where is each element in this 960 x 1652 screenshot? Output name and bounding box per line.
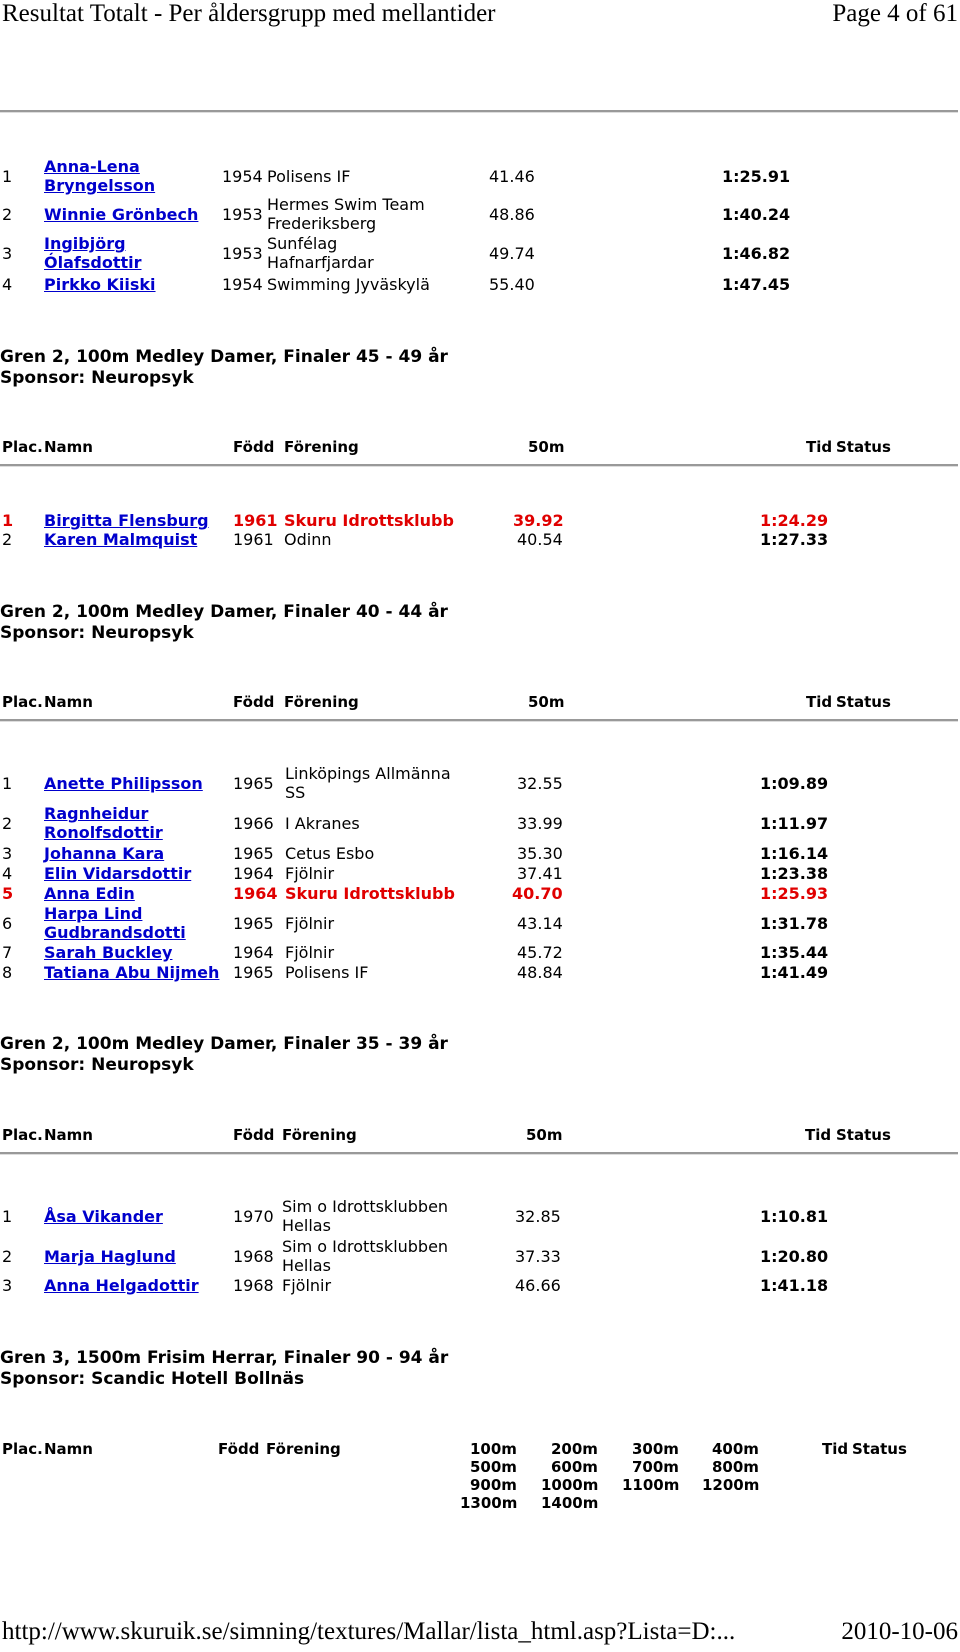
athlete-link[interactable]: Ragnheidur Ronolfsdottir: [44, 804, 163, 842]
header-plac: Plac.: [2, 1440, 43, 1458]
page-header: [0, 0, 960, 28]
final-time: 1:23.38: [760, 864, 829, 883]
placement: 1: [2, 167, 13, 186]
footer-url: http://www.skuruik.se/simning/textures/Mallar/lista_html.asp?Lista=D:...: [2, 1618, 736, 1645]
header-split: 100m: [470, 1440, 517, 1458]
split-50m: 32.85: [515, 1207, 561, 1226]
split-50m: 45.72: [517, 943, 563, 962]
final-time: 1:25.91: [722, 167, 791, 186]
athlete-link[interactable]: Johanna Kara: [44, 844, 165, 863]
header-forening: Förening: [282, 1126, 357, 1144]
split-50m: 40.54: [517, 530, 563, 549]
section-title: Gren 2, 100m Medley Damer, Finaler 45 - 49 år: [0, 347, 448, 367]
athlete-link[interactable]: Åsa Vikander: [44, 1207, 163, 1226]
split-50m: 35.30: [517, 844, 563, 863]
birth-year: 1965: [233, 963, 274, 982]
table-row: [0, 764, 960, 804]
athlete-link[interactable]: Karen Malmquist: [44, 530, 198, 549]
birth-year: 1965: [233, 774, 274, 793]
header-split: 1300m: [460, 1494, 518, 1512]
split-50m: 43.14: [517, 914, 563, 933]
club: Sim o Idrottsklubben Hellas: [282, 1237, 449, 1275]
club: Skuru Idrottsklubb: [285, 884, 455, 903]
split-50m: 32.55: [517, 774, 563, 793]
header-split: 1100m: [622, 1476, 680, 1494]
header-forening: Förening: [284, 693, 359, 711]
placement: 3: [2, 844, 13, 863]
page-number: Page 4 of 61: [832, 0, 958, 27]
athlete-link[interactable]: Marja Haglund: [44, 1247, 176, 1266]
club: Fjölnir: [282, 1276, 332, 1295]
header-forening: Förening: [284, 438, 359, 456]
split-50m: 48.86: [489, 205, 535, 224]
split-50m: 46.66: [515, 1276, 561, 1295]
divider: [0, 719, 958, 722]
footer-date: 2010-10-06: [841, 1618, 958, 1645]
header-plac: Plac.: [2, 1126, 43, 1144]
final-time: 1:41.18: [760, 1276, 829, 1295]
sponsor: Sponsor: Neuropsyk: [0, 623, 194, 643]
birth-year: 1961: [233, 530, 274, 549]
club: I Akranes: [285, 814, 360, 833]
header-status: Status: [852, 1440, 907, 1458]
header-50m: 50m: [528, 693, 565, 711]
page-footer: [0, 1618, 960, 1646]
final-time: 1:25.93: [760, 884, 829, 903]
header-fodd: Född: [218, 1440, 260, 1458]
header-50m: 50m: [528, 438, 565, 456]
header-namn: Namn: [44, 693, 93, 711]
club: Sim o Idrottsklubben Hellas: [282, 1197, 449, 1235]
placement: 6: [2, 914, 13, 933]
page-title: Resultat Totalt - Per åldersgrupp med mellantider: [2, 0, 496, 27]
header-split: 400m: [712, 1440, 759, 1458]
table-row: [0, 275, 960, 295]
split-50m: 37.41: [517, 864, 563, 883]
header-fodd: Född: [233, 1126, 275, 1144]
header-split: 600m: [551, 1458, 598, 1476]
birth-year: 1965: [233, 914, 274, 933]
header-split: 900m: [470, 1476, 517, 1494]
header-fodd: Född: [233, 693, 275, 711]
header-fodd: Född: [233, 438, 275, 456]
final-time: 1:31.78: [760, 914, 829, 933]
club: Polisens IF: [285, 963, 369, 982]
club: Fjölnir: [285, 943, 335, 962]
section-title: Gren 3, 1500m Frisim Herrar, Finaler 90 - 94 år: [0, 1348, 449, 1368]
club: Linköpings Allmänna SS: [285, 764, 451, 802]
birth-year: 1965: [233, 844, 274, 863]
header-plac: Plac.: [2, 693, 43, 711]
birth-year: 1970: [233, 1207, 274, 1226]
table-row: [0, 804, 960, 844]
sponsor: Sponsor: Neuropsyk: [0, 1055, 194, 1075]
table-row: [0, 234, 960, 274]
header-split: 1000m: [541, 1476, 599, 1494]
athlete-link[interactable]: Anna Edin: [44, 884, 135, 903]
placement: 1: [2, 774, 13, 793]
final-time: 1:11.97: [760, 814, 829, 833]
club: Skuru Idrottsklubb: [284, 511, 454, 530]
final-time: 1:16.14: [760, 844, 829, 863]
header-50m: 50m: [526, 1126, 563, 1144]
placement: 4: [2, 864, 13, 883]
sponsor: Sponsor: Scandic Hotell Bollnäs: [0, 1369, 305, 1389]
athlete-link[interactable]: Tatiana Abu Nijmeh: [44, 963, 220, 982]
header-tid: Tid: [805, 1126, 832, 1144]
divider: [0, 110, 958, 113]
header-plac: Plac.: [2, 438, 43, 456]
placement: 1: [2, 511, 14, 530]
final-time: 1:20.80: [760, 1247, 829, 1266]
header-status: Status: [836, 438, 891, 456]
athlete-link[interactable]: Winnie Grönbech: [44, 205, 199, 224]
column-headers: [0, 1440, 960, 1520]
club: Swimming Jyväskylä: [267, 275, 430, 294]
split-50m: 55.40: [489, 275, 535, 294]
header-split: 300m: [632, 1440, 679, 1458]
header-namn: Namn: [44, 438, 93, 456]
final-time: 1:35.44: [760, 943, 829, 962]
header-forening: Förening: [266, 1440, 341, 1458]
section-title: Gren 2, 100m Medley Damer, Finaler 40 - 44 år: [0, 602, 448, 622]
sponsor: Sponsor: Neuropsyk: [0, 368, 194, 388]
table-row: [0, 157, 960, 197]
header-status: Status: [836, 1126, 891, 1144]
header-split: 800m: [712, 1458, 759, 1476]
club: Cetus Esbo: [285, 844, 375, 863]
athlete-link[interactable]: Anna Helgadottir: [44, 1276, 199, 1295]
split-50m: 49.74: [489, 244, 535, 263]
birth-year: 1954: [222, 275, 263, 294]
split-50m: 40.70: [512, 884, 563, 903]
athlete-link[interactable]: Anna-Lena Bryngelsson: [44, 157, 156, 195]
header-split: 1200m: [702, 1476, 760, 1494]
placement: 8: [2, 963, 13, 982]
final-time: 1:27.33: [760, 530, 829, 549]
athlete-link[interactable]: Pirkko Kiiski: [44, 275, 156, 294]
club: Sunfélag Hafnarfjardar: [267, 234, 374, 272]
final-time: 1:41.49: [760, 963, 829, 982]
divider: [0, 464, 958, 467]
birth-year: 1961: [233, 511, 278, 530]
header-split: 700m: [632, 1458, 679, 1476]
birth-year: 1968: [233, 1247, 274, 1266]
final-time: 1:24.29: [760, 511, 829, 530]
table-row: [0, 1197, 960, 1237]
placement: 7: [2, 943, 13, 962]
birth-year: 1964: [233, 943, 274, 962]
header-status: Status: [836, 693, 891, 711]
header-split: 500m: [470, 1458, 517, 1476]
birth-year: 1953: [222, 244, 263, 263]
birth-year: 1964: [233, 864, 274, 883]
club: Odinn: [284, 530, 332, 549]
birth-year: 1966: [233, 814, 274, 833]
split-50m: 37.33: [515, 1247, 561, 1266]
athlete-link[interactable]: Anette Philipsson: [44, 774, 203, 793]
placement: 1: [2, 1207, 13, 1226]
athlete-link[interactable]: Birgitta Flensburg: [44, 511, 209, 530]
placement: 5: [2, 884, 14, 903]
club: Fjölnir: [285, 914, 335, 933]
club: Hermes Swim Team Frederiksberg: [267, 195, 425, 233]
placement: 3: [2, 1276, 13, 1295]
placement: 2: [2, 814, 13, 833]
birth-year: 1968: [233, 1276, 274, 1295]
split-50m: 48.84: [517, 963, 563, 982]
table-row: [0, 1237, 960, 1277]
split-50m: 33.99: [517, 814, 563, 833]
placement: 2: [2, 530, 13, 549]
placement: 2: [2, 1247, 13, 1266]
birth-year: 1964: [233, 884, 278, 903]
final-time: 1:46.82: [722, 244, 791, 263]
header-tid: Tid: [806, 438, 833, 456]
athlete-link[interactable]: Ingibjörg Ólafsdottir: [44, 234, 142, 272]
header-tid: Tid: [806, 693, 833, 711]
header-namn: Namn: [44, 1440, 93, 1458]
birth-year: 1953: [222, 205, 263, 224]
placement: 4: [2, 275, 13, 294]
final-time: 1:47.45: [722, 275, 791, 294]
club: Fjölnir: [285, 864, 335, 883]
athlete-link[interactable]: Elin Vidarsdottir: [44, 864, 192, 883]
club: Polisens IF: [267, 167, 351, 186]
birth-year: 1954: [222, 167, 263, 186]
split-50m: 41.46: [489, 167, 535, 186]
header-split: 1400m: [541, 1494, 599, 1512]
placement: 2: [2, 205, 13, 224]
final-time: 1:09.89: [760, 774, 829, 793]
athlete-link[interactable]: Harpa Lind Gudbrandsdotti: [44, 904, 186, 942]
athlete-link[interactable]: Sarah Buckley: [44, 943, 173, 962]
section-title: Gren 2, 100m Medley Damer, Finaler 35 - 39 år: [0, 1034, 448, 1054]
final-time: 1:10.81: [760, 1207, 829, 1226]
divider: [0, 1152, 958, 1155]
final-time: 1:40.24: [722, 205, 791, 224]
table-row: [0, 904, 960, 944]
split-50m: 39.92: [513, 511, 564, 530]
table-row: [0, 195, 960, 235]
placement: 3: [2, 244, 13, 263]
header-split: 200m: [551, 1440, 598, 1458]
header-namn: Namn: [44, 1126, 93, 1144]
header-tid: Tid: [822, 1440, 849, 1458]
